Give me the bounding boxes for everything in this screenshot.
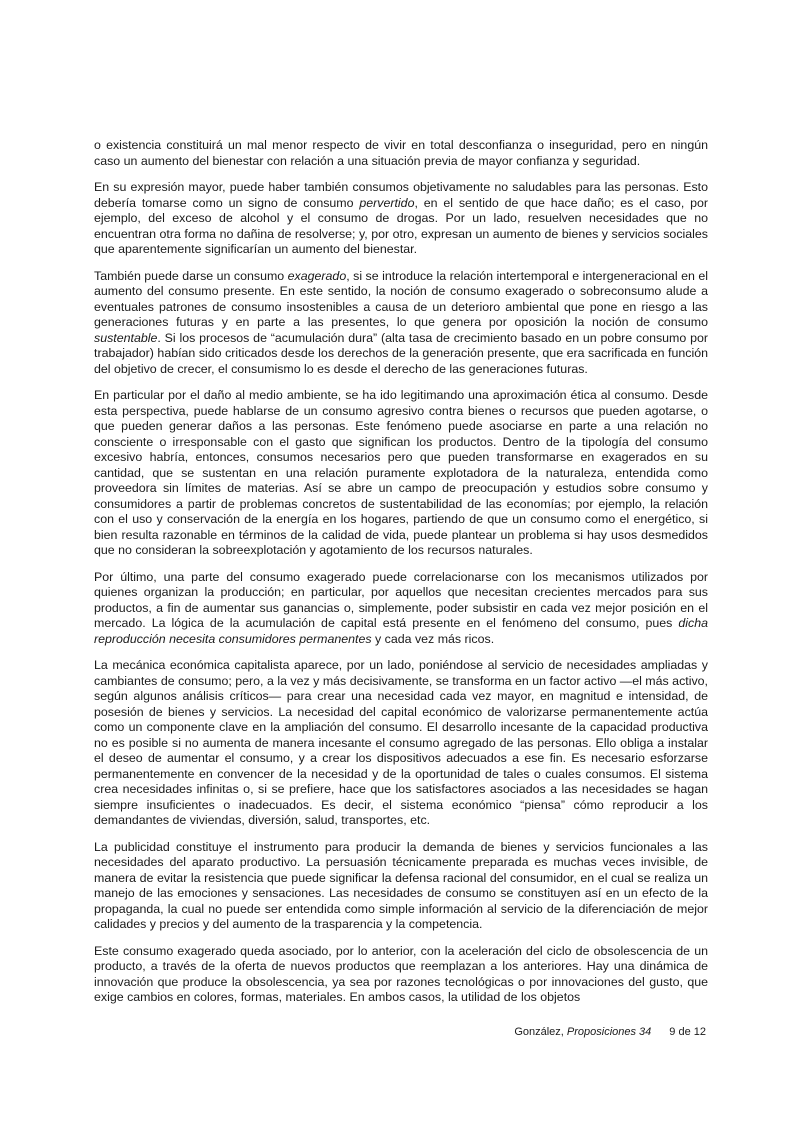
italic-text: sustentable [94,330,158,345]
paragraph-text: , si se introduce la relación intertemporal e intergeneracional en el aumento del consumo presente. En este sentido, la noción de consumo exagerado o sobreconsumo alude a eventuales patrones de consumo insostenibles a causa de un deterioro ambiental que pone en riesgo a las generaciones futuras y en parte a las presentes, lo que genera por oposición la noción de consumo [94,268,708,329]
footer-page-number: 9 de 12 [669,1026,706,1038]
italic-text: pervertido [359,195,415,210]
paragraph [94,388,708,559]
paragraph-text: Este consumo exagerado queda asociado, por lo anterior, con la aceleración del ciclo de obsolescencia de un producto, a través de la oferta de nuevos productos que reemplazan a los anteriores. Hay una dinámica de innovación que produce la obsolescencia, ya sea por razones tecnológicas o por innovaciones del gusto, que exige cambios en colores, formas, materiales. En ambos casos, la utilidad de los objetos [94,943,708,1004]
paragraph-text: En su expresión mayor, puede haber también consumos objetivamente no saludables para las personas. Esto debería tomarse como un signo de consumo [94,180,708,210]
body-text [94,138,708,1017]
paragraph [94,944,708,1006]
paragraph-text: La publicidad constituye el instrumento para producir la demanda de bienes y servicios funcionales a las necesidades del aparato productivo. La persuasión técnicamente preparada es muchas veces invisible, de manera de evitar la resistencia que puede significar la defensa racional del consumidor, en el cual se realiza un manejo de las emociones y sensaciones. Las necesidades de consumo se constituyen así en un efecto de la propaganda, la cual no puede ser entendida como simple información al servicio de la diferenciación de mejor calidades y precios y del aumento de la trasparencia y la competencia. [94,839,708,931]
paragraph-text: También puede darse un consumo [94,268,288,283]
paragraph [94,658,708,829]
paragraph-text: o existencia constituirá un mal menor respecto de vivir en total desconfianza o inseguridad, pero en ningún caso un aumento del bienestar con relación a una situación previa de mayor confianza y seguridad. [94,138,708,168]
italic-text: exagerado [287,268,347,283]
footer-author: González, [514,1026,567,1038]
paragraph-text: y cada vez más ricos. [371,631,495,646]
footer-journal: Proposiciones 34 [566,1026,652,1038]
paragraph-text: Por último, una parte del consumo exagerado puede correlacionarse con los mecanismos utilizados por quienes organizan la producción; en particular, por aquellos que necesitan crecientes mercados para sus productos, a fin de aumentar sus ganancias o, simplemente, poder subsistir en cada vez mejor posición en el mercado. La lógica de la acumulación de capital está presente en el fenómeno del consumo, pues [94,569,708,630]
paragraph-text: . Si los procesos de “acumulación dura” (alta tasa de crecimiento basado en un pobre consumo por trabajador) habían sido criticados desde los derechos de la generación presente, que era sacrificada en función del objetivo de crecer, el consumismo lo es desde el derecho de las generaciones futuras. [94,330,708,376]
paragraph [94,570,708,648]
paragraph-text: La mecánica económica capitalista aparece, por un lado, poniéndose al servicio de necesidades ampliadas y cambiantes de consumo; pero, a la vez y más decisivamente, se transforma en un factor activo —el más activo, según algunos análisis críticos— para crear una necesidad cada vez mayor, en magnitud e intensidad, de posesión de bienes y servicios. La necesidad del capital económico de valorizarse permanentemente actúa como un componente clave en la ampliación del consumo. El desarrollo incesante de la capacidad productiva no es posible si no aumenta de manera incesante el consumo agregado de las personas. Ello obliga a instalar el deseo de aumentar el consumo, y a crear los dispositivos adecuados a ese fin. Es necesario esforzarse permanentemente en convencer de la necesidad y de la oportunidad de tales o cuales consumos. El sistema crea necesidades infinitas o, si se prefiere, hace que los satisfactores asociados a las necesidades se hagan siempre insuficientes o inadecuados. Es decir, el sistema económico “piensa” cómo reproducir a los demandantes de viviendas, diversión, salud, transportes, etc. [94,658,708,827]
paragraph [94,180,708,258]
paragraph-text: , en el sentido de que hace daño; es el caso, por ejemplo, del exceso de alcohol y el consumo de drogas. Por un lado, resuelven necesidades que no encuentran otra forma no dañina de resolverse; y, por otro, expresan un aumento de bienes y servicios sociales que aparentemente significarían un aumento del bienestar. [94,195,708,256]
paragraph [94,138,708,169]
paragraph [94,269,708,378]
italic-text: dicha reproducción necesita consumidores permanentes [94,616,708,646]
paragraph-text: En particular por el daño al medio ambiente, se ha ido legitimando una aproximación ética al consumo. Desde esta perspectiva, puede hablarse de un consumo agresivo contra bienes o recursos que pueden agotarse, o que pueden generar daños a las personas. Este fenómeno puede asociarse en parte a una relación no consciente o irresponsable con el gasto que significan los productos. Dentro de la tipología del consumo excesivo habría, entonces, consumos necesarios pero que pueden transformarse en exagerados en su cantidad, que se sustentan en una relación puramente explotadora de la naturaleza, entendida como proveedora sin límites de materias. Así se abre un campo de preocupación y estudios sobre consumo y consumidores a partir de problemas concretos de sustentabilidad de las economías; por ejemplo, la relación con el uso y conservación de la energía en los hogares, partiendo de que un consumo como el energético, si bien resulta razonable en términos de la calidad de vida, puede plantear un problema si hay usos desmedidos que no consideran la sobreexplotación y agotamiento de los recursos naturales. [94,388,708,557]
paragraph [94,840,708,933]
page-footer [514,1026,706,1038]
